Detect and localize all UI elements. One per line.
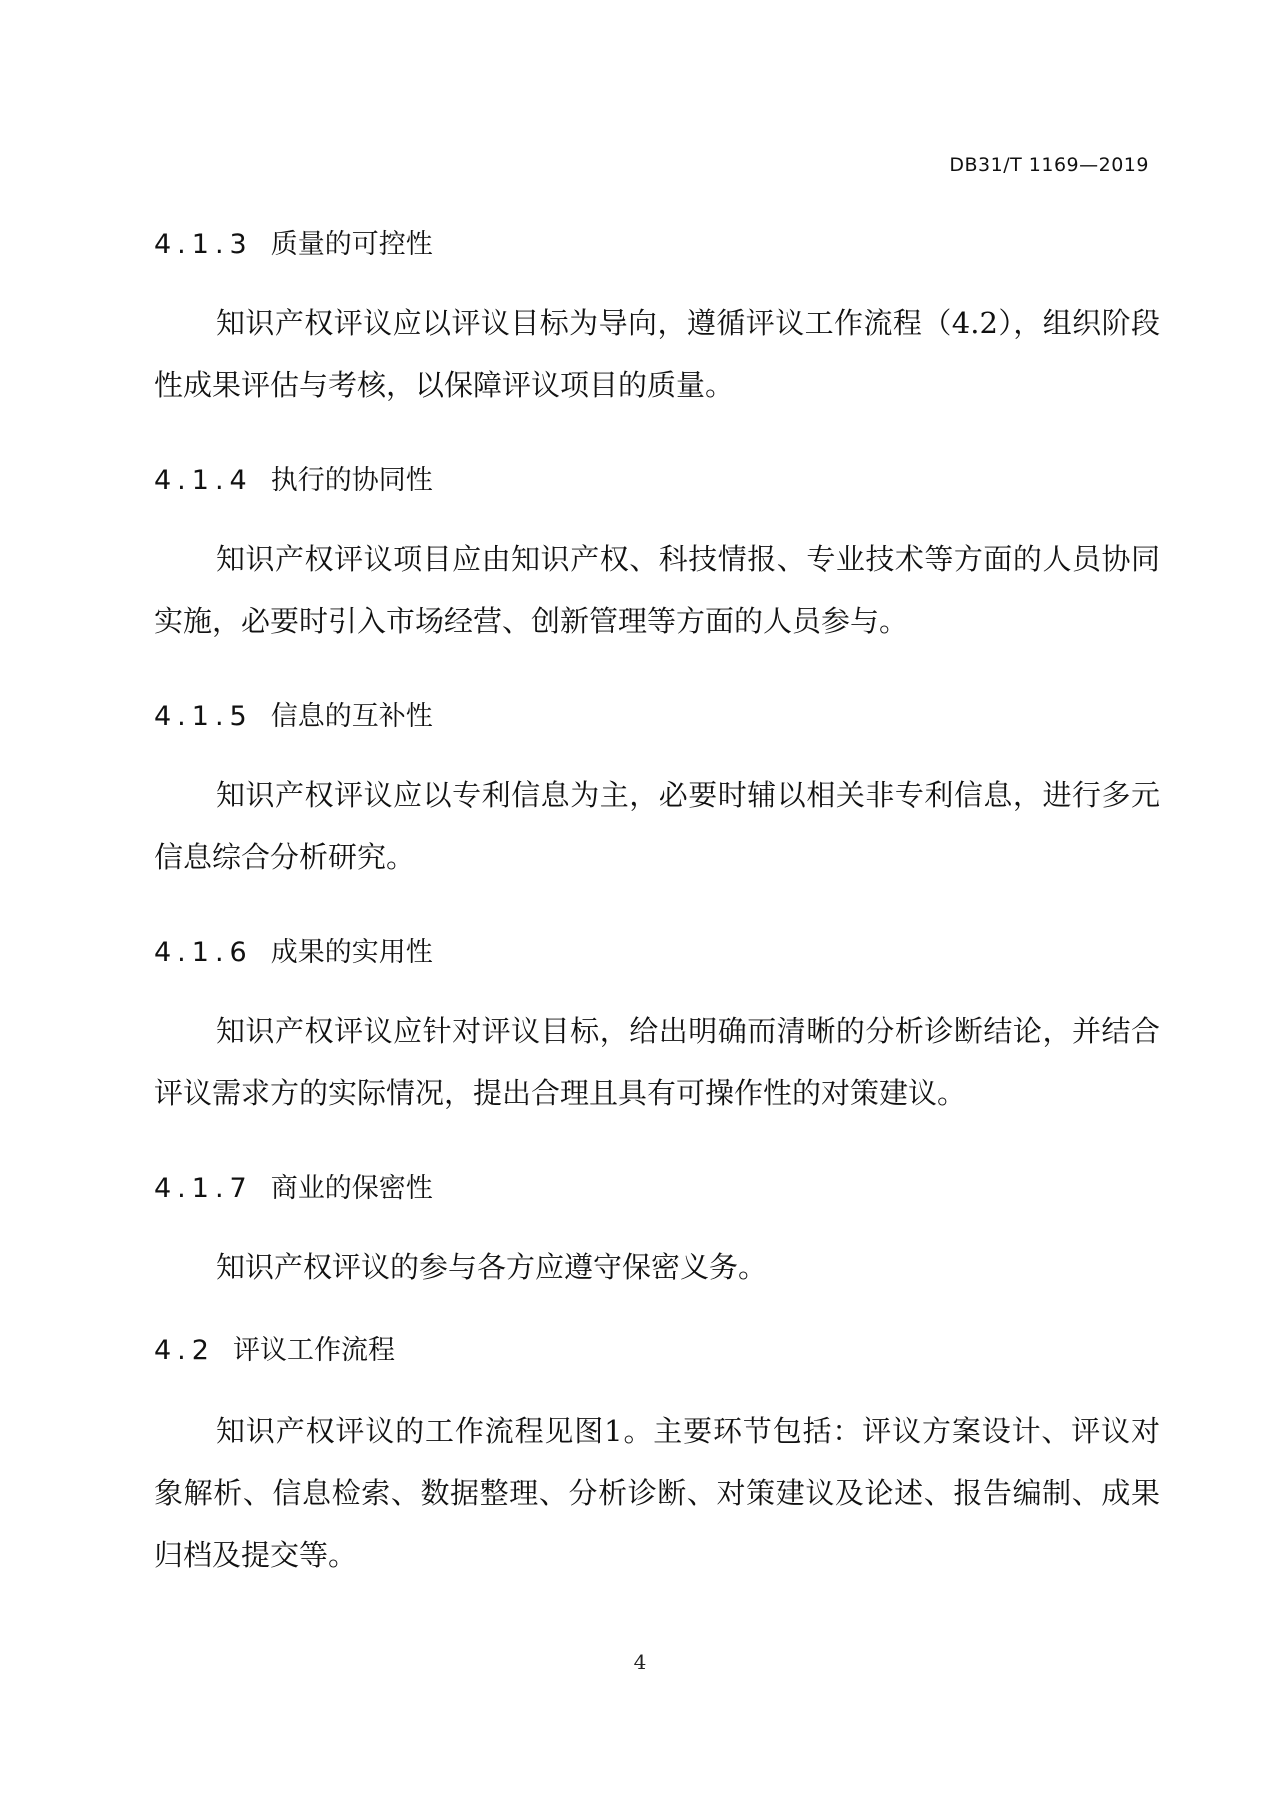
section-heading-4-1-4 <box>154 458 433 497</box>
section-paragraph-4-1-4: 知识产权评议项目应由知识产权、科技情报、专业技术等方面的人员协同实施，必要时引入市场经营、创新管理等方面的人员参与。 <box>154 542 1160 638</box>
section-paragraph-4-2: 知识产权评议的工作流程见图1。主要环节包括：评议方案设计、评议对象解析、信息检索、数据整理、分析诊断、对策建议及论述、报告编制、成果归档及提交等。 <box>154 1414 1160 1572</box>
section-title: 执行的协同性 <box>270 465 433 496</box>
section-paragraph-4-1-5: 知识产权评议应以专利信息为主，必要时辅以相关非专利信息，进行多元信息综合分析研究。 <box>154 778 1160 874</box>
section-number: 4.1.6 <box>154 937 253 968</box>
section-paragraph-4-1-3: 知识产权评议应以评议目标为导向，遵循评议工作流程（4.2），组织阶段性成果评估与考核，以保障评议项目的质量。 <box>154 306 1160 402</box>
section-number: 4.1.5 <box>154 701 253 732</box>
section-heading-4-1-3 <box>154 222 433 261</box>
section-title: 成果的实用性 <box>270 937 433 968</box>
section-number: 4.1.7 <box>154 1173 253 1204</box>
document-code: DB31/T 1169—2019 <box>949 154 1149 176</box>
page-number: 4 <box>633 1650 647 1674</box>
section-title: 质量的可控性 <box>270 229 433 260</box>
section-title: 商业的保密性 <box>270 1173 433 1204</box>
section-title: 评议工作流程 <box>232 1335 395 1366</box>
section-title: 信息的互补性 <box>270 701 433 732</box>
section-heading-4-1-6 <box>154 930 433 969</box>
section-paragraph-4-1-7: 知识产权评议的参与各方应遵守保密义务。 <box>216 1250 768 1284</box>
section-paragraph-4-1-6: 知识产权评议应针对评议目标，给出明确而清晰的分析诊断结论，并结合评议需求方的实际情况，提出合理且具有可操作性的对策建议。 <box>154 1014 1160 1110</box>
section-number: 4.1.4 <box>154 465 253 496</box>
section-heading-4-1-5 <box>154 694 433 733</box>
section-number: 4.2 <box>154 1335 215 1366</box>
section-heading-4-2 <box>154 1328 395 1367</box>
section-number: 4.1.3 <box>154 229 253 260</box>
section-heading-4-1-7 <box>154 1166 433 1205</box>
